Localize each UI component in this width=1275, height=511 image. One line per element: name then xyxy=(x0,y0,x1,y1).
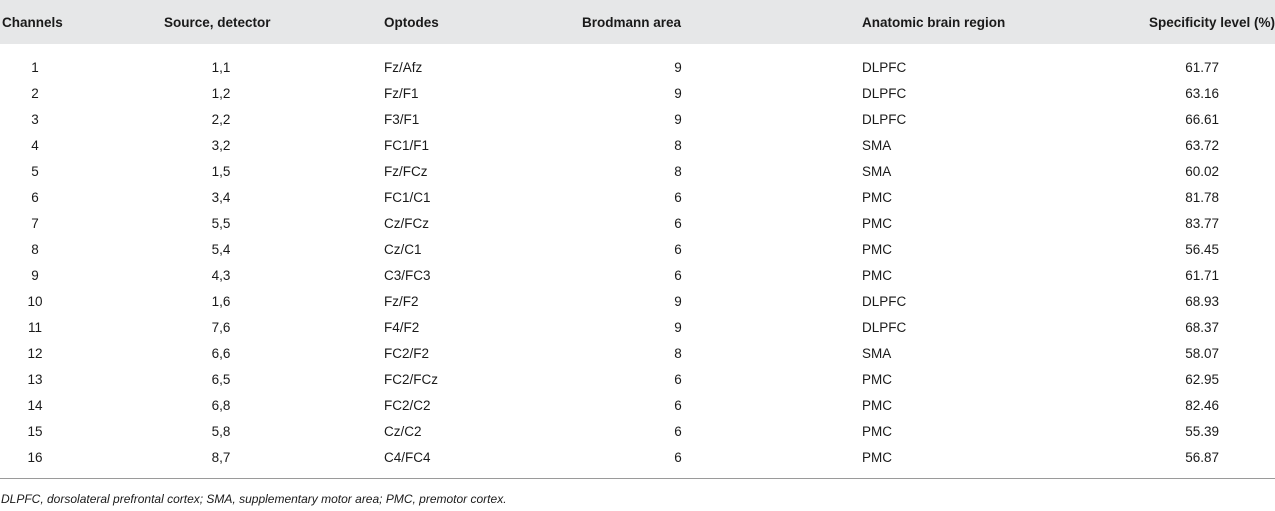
cell-source-detector: 1,6 xyxy=(211,293,231,309)
cell-anatomic-region: DLPFC xyxy=(862,319,907,335)
table-bottom-rule xyxy=(0,470,1275,479)
cell-source-detector: 7,6 xyxy=(211,319,231,335)
cell-channel: 13 xyxy=(27,371,43,387)
cell-brodmann-area: 6 xyxy=(674,189,682,205)
cell-source-detector: 1,1 xyxy=(211,59,231,75)
cell-specificity: 56.87 xyxy=(1185,449,1219,465)
cell-brodmann-area: 6 xyxy=(674,241,682,257)
cell-specificity: 81.78 xyxy=(1185,189,1219,205)
header-anatomic-region: Anatomic brain region xyxy=(862,14,1006,30)
cell-anatomic-region: PMC xyxy=(862,371,892,387)
cell-source-detector: 6,8 xyxy=(211,397,231,413)
cell-optodes: Fz/FCz xyxy=(384,163,428,179)
cell-brodmann-area: 8 xyxy=(674,345,682,361)
table-row xyxy=(0,106,1275,132)
cell-optodes: FC2/FCz xyxy=(384,371,438,387)
cell-channel: 10 xyxy=(27,293,43,309)
cell-specificity: 55.39 xyxy=(1185,423,1219,439)
header-source-detector: Source, detector xyxy=(164,14,271,30)
table-row xyxy=(0,210,1275,236)
cell-specificity: 56.45 xyxy=(1185,241,1219,257)
cell-specificity: 68.37 xyxy=(1185,319,1219,335)
cell-channel: 14 xyxy=(27,397,43,413)
table-row xyxy=(0,158,1275,184)
cell-channel: 5 xyxy=(31,163,39,179)
cell-source-detector: 6,6 xyxy=(211,345,231,361)
cell-brodmann-area: 9 xyxy=(674,85,682,101)
cell-source-detector: 1,5 xyxy=(211,163,231,179)
cell-brodmann-area: 9 xyxy=(674,319,682,335)
header-brodmann-area: Brodmann area xyxy=(582,14,682,30)
table-row xyxy=(0,340,1275,366)
cell-brodmann-area: 9 xyxy=(674,111,682,127)
table-footnote: DLPFC, dorsolateral prefrontal cortex; SMA, supplementary motor area; PMC, premotor cortex. xyxy=(1,492,507,506)
cell-optodes: FC1/F1 xyxy=(384,137,430,153)
cell-channel: 1 xyxy=(31,59,39,75)
cell-specificity: 60.02 xyxy=(1185,163,1219,179)
cell-anatomic-region: DLPFC xyxy=(862,59,907,75)
table-row xyxy=(0,314,1275,340)
cell-specificity: 61.77 xyxy=(1185,59,1219,75)
cell-specificity: 82.46 xyxy=(1185,397,1219,413)
cell-anatomic-region: SMA xyxy=(862,137,892,153)
cell-channel: 4 xyxy=(31,137,39,153)
cell-source-detector: 5,4 xyxy=(211,241,231,257)
cell-optodes: Cz/FCz xyxy=(384,215,429,231)
cell-anatomic-region: PMC xyxy=(862,267,892,283)
cell-source-detector: 3,4 xyxy=(211,189,231,205)
cell-optodes: C4/FC4 xyxy=(384,449,431,465)
table-row xyxy=(0,236,1275,262)
table-header-row xyxy=(0,0,1275,44)
cell-specificity: 63.16 xyxy=(1185,85,1219,101)
cell-optodes: C3/FC3 xyxy=(384,267,431,283)
cell-specificity: 62.95 xyxy=(1185,371,1219,387)
table-row xyxy=(0,184,1275,210)
cell-source-detector: 5,8 xyxy=(211,423,231,439)
cell-specificity: 63.72 xyxy=(1185,137,1219,153)
cell-channel: 7 xyxy=(31,215,39,231)
cell-optodes: Fz/Afz xyxy=(384,59,423,75)
cell-channel: 15 xyxy=(27,423,43,439)
cell-optodes: FC2/F2 xyxy=(384,345,430,361)
cell-optodes: Cz/C1 xyxy=(384,241,422,257)
cell-anatomic-region: PMC xyxy=(862,423,892,439)
cell-anatomic-region: DLPFC xyxy=(862,293,907,309)
table-row xyxy=(0,392,1275,418)
cell-specificity: 68.93 xyxy=(1185,293,1219,309)
cell-optodes: Fz/F1 xyxy=(384,85,419,101)
cell-anatomic-region: SMA xyxy=(862,345,892,361)
cell-channel: 3 xyxy=(31,111,39,127)
cell-channel: 16 xyxy=(27,449,43,465)
table-row xyxy=(0,54,1275,80)
cell-optodes: F4/F2 xyxy=(384,319,420,335)
cell-source-detector: 6,5 xyxy=(211,371,231,387)
cell-brodmann-area: 6 xyxy=(674,267,682,283)
cell-specificity: 58.07 xyxy=(1185,345,1219,361)
table-spacer xyxy=(0,44,1275,54)
header-channels: Channels xyxy=(2,14,63,30)
cell-brodmann-area: 6 xyxy=(674,215,682,231)
table-row xyxy=(0,132,1275,158)
cell-anatomic-region: DLPFC xyxy=(862,111,907,127)
cell-channel: 9 xyxy=(31,267,39,283)
table-row xyxy=(0,288,1275,314)
cell-channel: 8 xyxy=(31,241,39,257)
cell-source-detector: 1,2 xyxy=(211,85,231,101)
cell-brodmann-area: 6 xyxy=(674,423,682,439)
table-row xyxy=(0,366,1275,392)
cell-channel: 11 xyxy=(27,319,42,335)
cell-anatomic-region: PMC xyxy=(862,449,892,465)
cell-anatomic-region: SMA xyxy=(862,163,892,179)
cell-brodmann-area: 9 xyxy=(674,59,682,75)
cell-anatomic-region: PMC xyxy=(862,215,892,231)
cell-specificity: 66.61 xyxy=(1185,111,1219,127)
cell-brodmann-area: 8 xyxy=(674,163,682,179)
cell-anatomic-region: DLPFC xyxy=(862,85,907,101)
cell-source-detector: 4,3 xyxy=(211,267,231,283)
table-row xyxy=(0,444,1275,470)
cell-optodes: F3/F1 xyxy=(384,111,420,127)
cell-source-detector: 5,5 xyxy=(211,215,231,231)
cell-anatomic-region: PMC xyxy=(862,241,892,257)
table-body xyxy=(0,44,1275,479)
cell-optodes: FC2/C2 xyxy=(384,397,431,413)
cell-channel: 2 xyxy=(31,85,39,101)
cell-brodmann-area: 6 xyxy=(674,397,682,413)
table-row xyxy=(0,80,1275,106)
cell-channel: 12 xyxy=(27,345,43,361)
cell-brodmann-area: 8 xyxy=(674,137,682,153)
cell-brodmann-area: 9 xyxy=(674,293,682,309)
cell-optodes: Cz/C2 xyxy=(384,423,422,439)
cell-source-detector: 3,2 xyxy=(211,137,231,153)
cell-channel: 6 xyxy=(31,189,39,205)
cell-specificity: 83.77 xyxy=(1185,215,1219,231)
cell-anatomic-region: PMC xyxy=(862,189,892,205)
cell-brodmann-area: 6 xyxy=(674,449,682,465)
cell-source-detector: 2,2 xyxy=(211,111,231,127)
cell-optodes: FC1/C1 xyxy=(384,189,431,205)
header-optodes: Optodes xyxy=(384,14,439,30)
table-row xyxy=(0,262,1275,288)
cell-brodmann-area: 6 xyxy=(674,371,682,387)
cell-specificity: 61.71 xyxy=(1185,267,1219,283)
table-row xyxy=(0,418,1275,444)
cell-source-detector: 8,7 xyxy=(211,449,231,465)
cell-optodes: Fz/F2 xyxy=(384,293,419,309)
cell-anatomic-region: PMC xyxy=(862,397,892,413)
header-specificity: Specificity level (%) xyxy=(1148,14,1275,30)
